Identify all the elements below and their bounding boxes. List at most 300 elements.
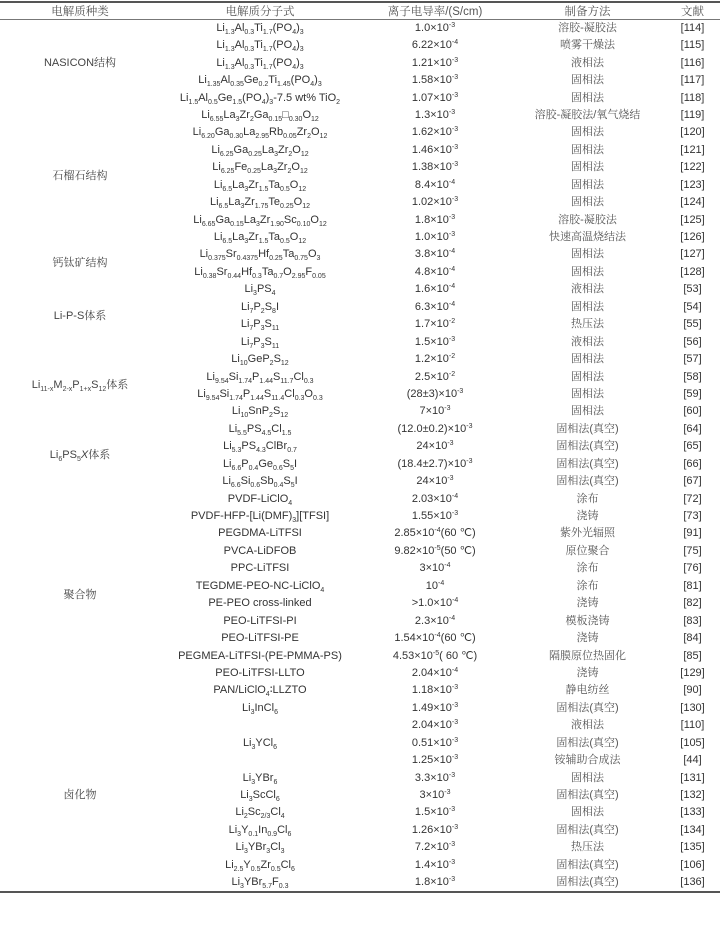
text-segment: Li — [222, 475, 231, 488]
text-segment: Zr — [259, 213, 271, 226]
text-segment: 1.26×10 — [411, 823, 452, 836]
method-cell: 固相法(真空) — [556, 422, 619, 435]
text-segment: Ta — [282, 248, 295, 261]
method-cell: 固相法 — [571, 353, 604, 366]
method-cell: 固相法 — [571, 196, 604, 209]
method-cell: 喷雾干燥法 — [560, 39, 615, 52]
reference-cell: [44] — [683, 754, 702, 767]
method-cell: 固相法(真空) — [556, 858, 619, 871]
text-segment: 6.3×10 — [414, 300, 449, 313]
subscript: 2 — [269, 360, 274, 368]
text-segment: Zr — [244, 196, 255, 209]
conductivity-cell — [360, 177, 510, 194]
subscript: 0.4 — [273, 482, 284, 490]
reference-cell: [122] — [680, 161, 705, 174]
text-segment: La — [232, 231, 245, 244]
formula-cell — [160, 37, 360, 54]
text-segment: O — [293, 196, 303, 209]
subscript: 3 — [299, 46, 304, 54]
text-segment: O — [310, 213, 319, 226]
text-segment: (12.0±0.2)×10 — [397, 422, 467, 435]
reference-cell: [128] — [680, 265, 705, 278]
italic-segment: X — [80, 449, 89, 461]
conductivity-cell — [360, 543, 510, 560]
subscript: 7 — [249, 307, 254, 315]
superscript: -3 — [451, 719, 459, 727]
superscript: -2 — [448, 353, 456, 361]
text-segment: Sr — [216, 265, 228, 278]
reference-cell: [56] — [683, 335, 702, 348]
text-segment: Cl — [270, 806, 281, 819]
superscript: -3 — [448, 858, 456, 866]
formula-cell — [160, 490, 360, 507]
subscript: 2.95 — [291, 272, 306, 280]
subscript: 0.05 — [283, 133, 297, 141]
text-segment: 1.38×10 — [411, 161, 452, 174]
text-segment: P — [72, 379, 80, 392]
subscript: 0.75 — [294, 255, 308, 263]
conductivity-cell — [360, 473, 510, 490]
text-segment: Li — [242, 771, 252, 784]
subscript: 0.38 — [202, 272, 217, 280]
method-cell: 固相法 — [571, 300, 604, 313]
formula-cell — [160, 769, 360, 786]
text-segment: Al — [198, 91, 208, 104]
subscript: 1.5 — [258, 185, 269, 193]
reference-cell: [131] — [680, 771, 705, 784]
subscript: 0.30 — [288, 115, 303, 123]
text-segment: Hf — [241, 265, 253, 278]
subscript: 0.7 — [273, 272, 284, 280]
text-segment: 1.58×10 — [411, 74, 452, 87]
text-segment: 2.3×10 — [414, 614, 449, 627]
text-segment: (PO — [272, 39, 293, 52]
method-cell: 固相法 — [571, 143, 604, 156]
subscript: 4 — [320, 586, 325, 594]
text-segment: Li — [192, 126, 202, 139]
text-segment: Li — [223, 440, 232, 453]
subscript: 3 — [244, 238, 249, 246]
subscript: 2.5 — [233, 865, 244, 873]
header-reference: 文献 — [665, 2, 720, 20]
subscript: 0.44 — [227, 272, 242, 280]
subscript: 4 — [265, 691, 270, 699]
text-segment: 4.53×10 — [392, 649, 433, 662]
subscript: 2/3 — [260, 813, 271, 821]
text-segment: YBr — [243, 876, 263, 888]
text-segment: Li — [193, 213, 202, 226]
formula-cell — [160, 543, 360, 560]
text-segment: 3.3×10 — [414, 771, 449, 784]
subscript: 2.95 — [255, 133, 270, 141]
text-segment: Li — [231, 353, 240, 366]
subscript: 0.5 — [280, 238, 290, 246]
text-segment: 7.2×10 — [414, 841, 449, 854]
text-segment: ) — [296, 22, 300, 34]
text-segment: 卤化物 — [63, 788, 97, 801]
reference-cell: [65] — [683, 440, 702, 453]
text-segment: PE-PEO cross-linked — [208, 597, 312, 610]
subscript: 12 — [299, 168, 308, 176]
subscript: 4.5 — [261, 429, 272, 437]
conductivity-cell — [360, 211, 510, 228]
conductivity-cell — [360, 403, 510, 420]
header-category: 电解质种类 — [0, 2, 160, 20]
subscript: 1.7 — [262, 63, 273, 71]
text-segment: 石榴石结构 — [52, 170, 108, 182]
formula-cell — [160, 124, 360, 141]
superscript: -3 — [448, 876, 456, 883]
formula-cell — [160, 107, 360, 124]
method-cell: 固相法(真空) — [556, 736, 619, 749]
text-segment: Fe — [234, 161, 248, 174]
subscript: 4 — [271, 290, 276, 298]
method-cell: 紫外光辐照 — [560, 527, 615, 540]
text-segment: 1.8×10 — [414, 876, 449, 888]
text-segment: 1.54×10 — [394, 632, 435, 645]
subscript: 0.25 — [269, 255, 283, 263]
text-segment: I — [275, 300, 280, 313]
reference-cell: [72] — [683, 492, 702, 505]
subscript: 0.3 — [278, 883, 289, 890]
text-segment: 体系 — [88, 449, 111, 461]
conductivity-cell — [360, 229, 510, 246]
subscript: 1.7 — [262, 46, 273, 54]
text-segment: S — [282, 457, 291, 470]
method-cell: 铵辅助合成法 — [554, 754, 621, 767]
formula-cell — [160, 246, 360, 263]
subscript: 0.6 — [250, 482, 261, 490]
text-segment: (PO — [242, 91, 262, 104]
subscript: 3 — [299, 29, 304, 36]
formula-cell — [160, 72, 360, 89]
subscript: 4 — [292, 46, 297, 54]
superscript: -4 — [448, 248, 456, 256]
subscript: 1.74 — [238, 377, 253, 385]
method-cell: 固相法(真空) — [556, 701, 619, 714]
text-segment: Li — [225, 858, 234, 871]
category-cell — [0, 700, 160, 892]
method-cell: 固相法(真空) — [556, 440, 619, 453]
text-segment: O — [292, 143, 301, 156]
formula-cell — [160, 612, 360, 629]
text-segment: Li — [235, 806, 244, 819]
superscript: -3 — [451, 754, 459, 762]
formula-cell — [160, 595, 360, 612]
formula-cell — [160, 874, 360, 892]
text-segment: Li — [31, 379, 41, 392]
subscript: 0.7 — [287, 447, 297, 455]
subscript: 0.25 — [280, 203, 294, 211]
subscript: 7 — [249, 325, 254, 333]
conductivity-cell — [360, 316, 510, 333]
subscript: 10 — [240, 412, 249, 420]
text-segment: InCl — [254, 701, 275, 714]
method-cell: 液相法 — [571, 719, 604, 732]
subscript: 3 — [274, 150, 278, 158]
text-segment: (18.4±2.7)×10 — [397, 457, 467, 470]
formula-cell — [160, 647, 360, 664]
subscript: 0.5 — [270, 865, 281, 873]
reference-cell: [60] — [683, 405, 702, 418]
text-segment: PVDF-HFP-[Li(DMF) — [190, 510, 293, 523]
superscript: -3 — [448, 806, 456, 814]
text-segment: ScCl — [252, 789, 276, 802]
text-segment: Si — [240, 475, 251, 488]
subscript: 0.15 — [268, 115, 283, 123]
superscript: -3 — [451, 684, 459, 692]
category-cell — [0, 246, 160, 281]
text-segment: Sb — [260, 475, 274, 488]
conductivity-cell — [360, 595, 510, 612]
subscript: 0.1 — [248, 830, 259, 838]
conductivity-cell — [360, 20, 510, 38]
text-segment: Ga — [233, 143, 249, 156]
conductivity-cell — [360, 769, 510, 786]
conductivity-cell — [360, 89, 510, 106]
category-cell — [0, 490, 160, 699]
text-segment: S — [264, 300, 273, 313]
subscript: 0.5 — [280, 185, 290, 193]
text-segment: Zr — [248, 231, 259, 244]
text-segment: S — [264, 318, 272, 331]
superscript: -3 — [451, 736, 459, 744]
text-segment: 7×10 — [419, 405, 445, 418]
reference-cell: [85] — [683, 649, 702, 662]
formula-cell — [160, 682, 360, 699]
text-segment: 3.8×10 — [414, 248, 449, 261]
subscript: 1.3 — [224, 46, 235, 54]
reference-cell: [133] — [680, 806, 705, 819]
text-segment: PPC-LiTFSI — [230, 562, 290, 575]
subscript: 3 — [251, 743, 256, 751]
superscript: -3 — [457, 387, 464, 395]
text-segment: Li — [216, 22, 225, 34]
formula-cell — [160, 578, 360, 595]
conductivity-cell — [360, 647, 510, 664]
subscript: 6 — [275, 796, 280, 804]
conductivity-cell — [360, 612, 510, 629]
subscript: 1.5 — [281, 429, 292, 437]
method-cell: 固相法 — [571, 74, 604, 87]
text-segment: La — [232, 178, 245, 191]
text-segment: Zr — [278, 143, 289, 156]
subscript: 6.25 — [219, 150, 234, 158]
conductivity-cell — [360, 560, 510, 577]
method-cell: 固相法 — [571, 178, 604, 191]
conductivity-cell — [360, 839, 510, 856]
superscript: -4 — [451, 492, 459, 500]
subscript: 12 — [311, 115, 319, 123]
subscript: 6.20 — [201, 133, 215, 141]
text-segment: ∶LLZTO — [269, 684, 307, 697]
header-method: 制备方法 — [510, 2, 665, 20]
text-segment: 1.5×10 — [414, 335, 449, 348]
text-segment: ) — [296, 39, 300, 52]
text-segment: Li — [235, 841, 245, 854]
text-segment: La — [223, 108, 236, 121]
subscript: 5.5 — [237, 429, 247, 437]
text-segment: Ta — [261, 265, 274, 278]
text-segment: YCl — [255, 736, 274, 749]
conductivity-cell — [360, 804, 510, 821]
superscript: -4 — [438, 579, 445, 587]
table-header-row — [0, 2, 720, 20]
text-segment: Si — [228, 370, 239, 383]
reference-cell: [76] — [683, 562, 702, 575]
subscript: 3 — [316, 255, 321, 263]
text-segment: Al — [234, 22, 245, 34]
text-segment: YBr — [247, 841, 267, 854]
subscript: 2 — [287, 168, 292, 176]
text-segment: Ga — [215, 213, 231, 226]
subscript: 5 — [76, 456, 81, 463]
reference-cell: [106] — [680, 858, 705, 871]
text-segment: SnP — [248, 405, 270, 418]
subscript: 3 — [240, 203, 245, 211]
text-segment: 体系 — [106, 379, 129, 392]
text-segment: Li — [211, 143, 220, 156]
formula-cell — [160, 177, 360, 194]
formula-cell — [160, 438, 360, 455]
superscript: -3 — [451, 823, 459, 831]
subscript: 0.30 — [229, 133, 244, 141]
superscript: -3 — [448, 108, 456, 116]
text-segment: 2.04×10 — [411, 666, 452, 679]
superscript: -3 — [451, 91, 459, 99]
reference-cell: [123] — [680, 178, 705, 191]
conductivity-cell — [360, 421, 510, 438]
formula-cell — [160, 508, 360, 525]
subscript: 3 — [250, 708, 255, 716]
text-segment: PVCA-LiDFOB — [223, 544, 297, 557]
text-segment: 钙钛矿结构 — [52, 257, 108, 270]
conductivity-cell — [360, 735, 510, 752]
superscript: -3 — [451, 196, 459, 204]
formula-cell — [160, 316, 360, 333]
text-segment: PEGDMA-LiTFSI — [218, 527, 302, 540]
text-segment: Ti — [254, 56, 263, 69]
table-row — [0, 281, 720, 298]
conductivity-cell — [360, 54, 510, 71]
text-segment: 1.4×10 — [414, 858, 449, 871]
text-segment: Li — [231, 405, 241, 418]
category-cell — [0, 281, 160, 351]
text-segment: 1.25×10 — [411, 754, 452, 767]
reference-cell: [91] — [683, 527, 702, 540]
text-segment: (50 ℃) — [440, 544, 476, 557]
subscript: 1.7 — [262, 29, 273, 36]
text-segment: O — [289, 231, 299, 244]
text-segment: PEGMEA-LiTFSI-(PE-PMMA-PS) — [178, 649, 342, 662]
text-segment: Li — [194, 265, 203, 278]
text-segment: TEGDME-PEO-NC-LiClO — [195, 579, 321, 592]
subscript: 5 — [290, 464, 294, 472]
text-segment: (PO — [272, 22, 293, 34]
text-segment: Li — [216, 56, 225, 69]
subscript: 3 — [292, 517, 297, 525]
table-body — [0, 20, 720, 893]
text-segment: Rb — [269, 126, 284, 139]
text-segment: Li — [244, 283, 254, 296]
text-segment: Ta — [268, 178, 281, 191]
subscript: 1.45 — [277, 81, 291, 89]
subscript: 2 — [249, 115, 254, 123]
text-segment: Al — [234, 56, 245, 69]
subscript: 6.6 — [231, 464, 242, 472]
text-segment: 2.04×10 — [411, 719, 452, 732]
subscript: 12 — [98, 386, 107, 394]
method-cell: 浇铸 — [576, 632, 599, 645]
text-segment: PEO-LiTFSI-LLTO — [215, 666, 305, 679]
text-segment: O — [307, 248, 317, 261]
subscript: 1.35 — [206, 81, 221, 89]
conductivity-cell — [360, 124, 510, 141]
subscript: 3 — [248, 796, 253, 804]
subscript: 12 — [298, 185, 307, 193]
formula-cell — [160, 142, 360, 159]
subscript: 3 — [260, 342, 265, 350]
method-cell: 固相法(真空) — [556, 789, 619, 802]
conductivity-cell — [360, 142, 510, 159]
text-segment: F — [305, 265, 313, 278]
method-cell: 浇铸 — [576, 666, 599, 679]
subscript: 2 — [243, 813, 248, 821]
reference-cell: [115] — [680, 39, 705, 52]
text-segment: Cl — [293, 370, 304, 383]
table-row — [0, 421, 720, 438]
text-segment: I — [294, 475, 298, 488]
text-segment: 1.3×10 — [414, 108, 449, 121]
reference-cell: [118] — [680, 91, 705, 104]
text-segment: Li — [209, 196, 219, 209]
formula-cell — [160, 560, 360, 577]
subscript: 3 — [235, 115, 240, 123]
conductivity-cell — [360, 682, 510, 699]
superscript: -4 — [448, 178, 456, 186]
subscript: 3 — [266, 848, 271, 856]
conductivity-cell — [360, 787, 510, 804]
subscript: 0.35 — [230, 81, 244, 89]
formula-cell — [160, 386, 360, 403]
method-cell: 热压法 — [571, 841, 604, 854]
text-segment: 1.0×10 — [414, 231, 449, 244]
text-segment: Cl — [284, 387, 295, 400]
text-segment: I — [293, 457, 298, 470]
text-segment: PAN/LiClO — [213, 684, 266, 697]
reference-cell: [125] — [680, 213, 705, 226]
reference-cell: [119] — [680, 108, 705, 121]
conductivity-cell — [360, 246, 510, 263]
text-segment: O — [302, 108, 311, 121]
method-cell: 原位聚合 — [565, 544, 610, 557]
conductivity-cell — [360, 386, 510, 403]
text-segment: S — [283, 475, 291, 488]
text-segment: 1.55×10 — [411, 510, 452, 523]
reference-cell: [105] — [680, 736, 705, 749]
text-segment: 1.6×10 — [414, 283, 449, 296]
conductivity-cell — [360, 822, 510, 839]
reference-cell: [117] — [680, 74, 705, 87]
subscript: 6.5 — [222, 185, 233, 193]
table-row — [0, 107, 720, 124]
reference-cell: [58] — [683, 370, 702, 383]
text-segment: S — [273, 353, 281, 366]
method-cell: 涂布 — [576, 579, 599, 592]
formula-cell — [160, 473, 360, 490]
conductivity-cell — [360, 630, 510, 647]
method-cell: 固相法(真空) — [556, 823, 619, 836]
